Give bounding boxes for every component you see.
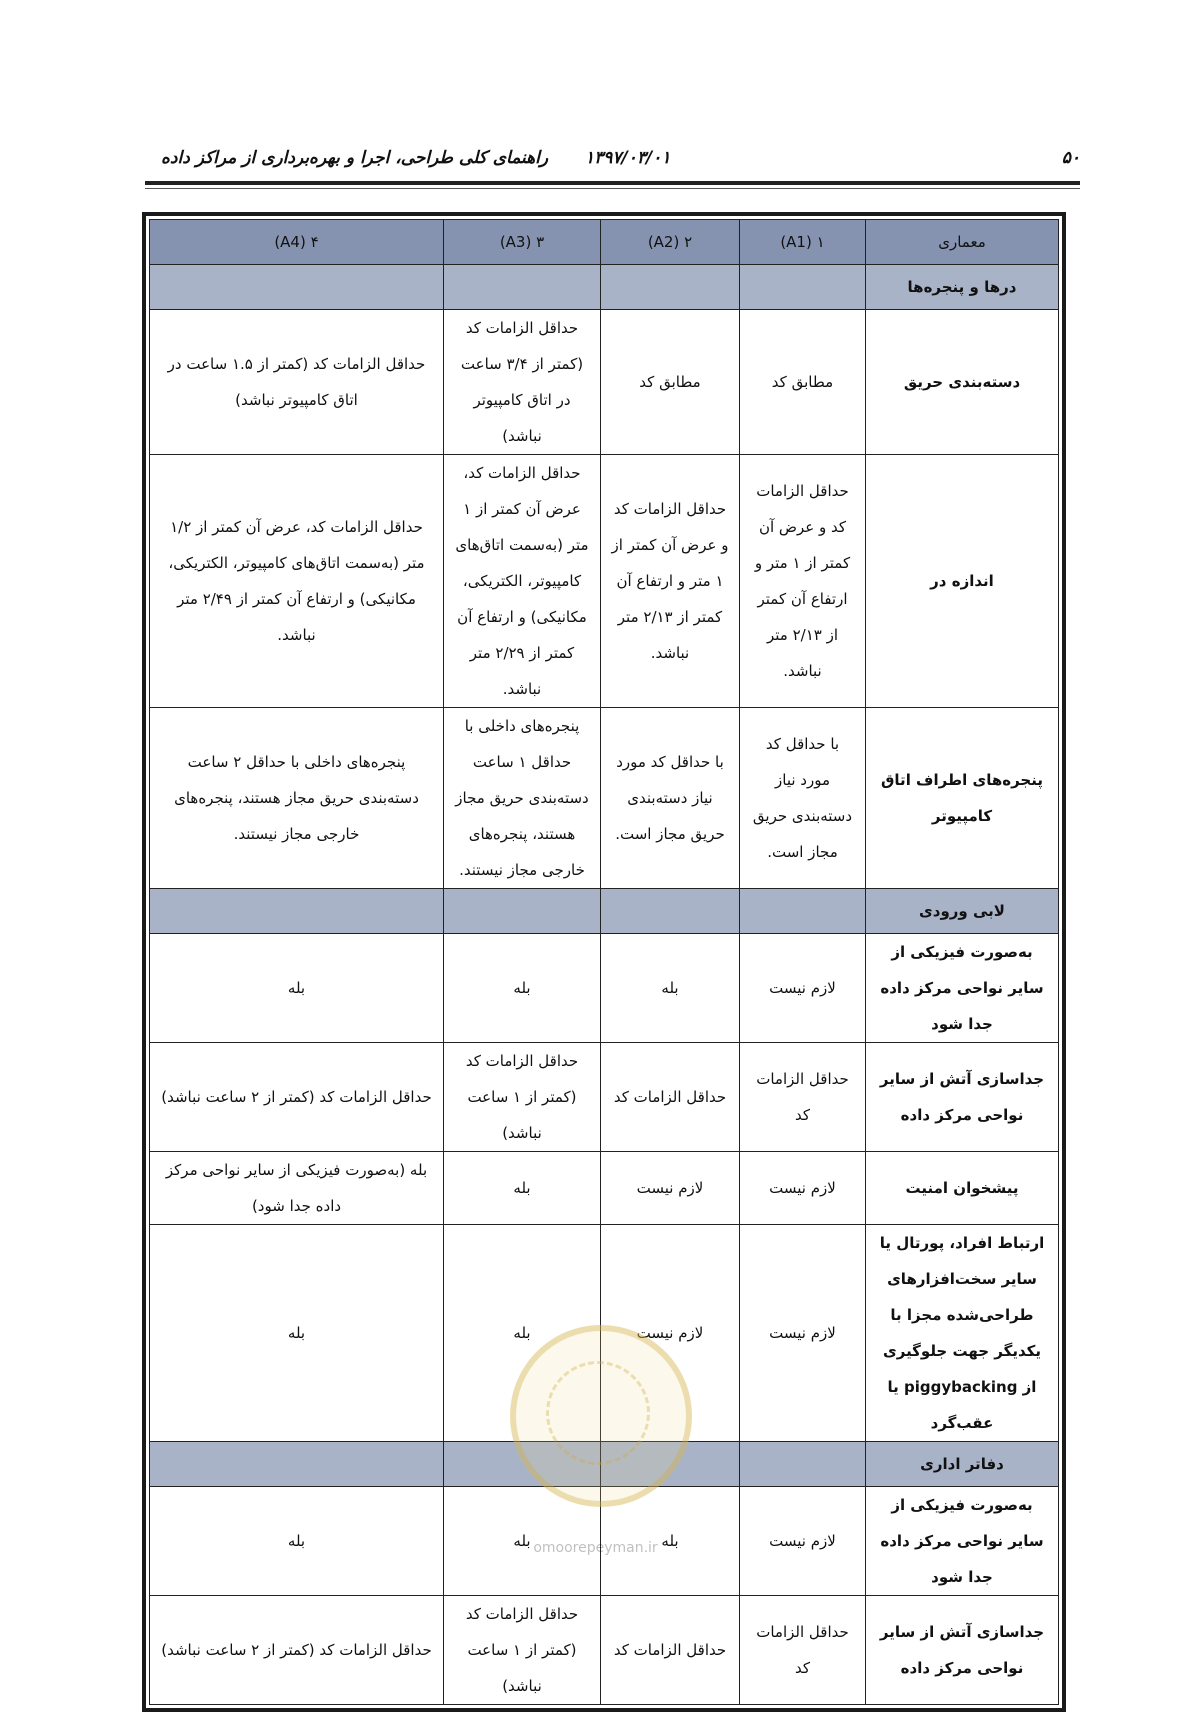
table-cell: بله: [150, 934, 444, 1043]
watermark-text: omoorepeyman.ir: [533, 1540, 658, 1556]
table-cell: حداقل الزامات کد: [740, 1043, 866, 1152]
table-cell: حداقل الزامات کد، عرض آن کمتر از ۱/۲ متر (به‌سمت اتاق‌های کامپیوتر، الکتریکی، مکانیکی) و ارتفاع آن کمتر از ۲/۴۹ متر نباشد.: [150, 455, 444, 708]
section-row: [150, 889, 1059, 934]
table-cell: حداقل الزامات کد (کمتر از ۳/۴ ساعت در اتاق کامپیوتر نباشد): [444, 310, 601, 455]
section-empty-cell: [444, 265, 601, 310]
table-cell: بله: [444, 1152, 601, 1225]
table-cell: با حداقل کد مورد نیاز دسته‌بندی حریق مجاز است.: [740, 708, 866, 889]
requirements-table-frame: [142, 212, 1066, 1712]
table-cell: لازم نیست: [740, 1487, 866, 1596]
table-cell: حداقل الزامات کد و عرض آن کمتر از ۱ متر و ارتفاع آن کمتر از ۲/۱۳ متر نباشد.: [601, 455, 740, 708]
section-title: درها و پنجره‌ها: [866, 265, 1059, 310]
section-title: لابی ورودی: [866, 889, 1059, 934]
section-empty-cell: [740, 1442, 866, 1487]
table-cell: حداقل الزامات کد، عرض آن کمتر از ۱ متر (به‌سمت اتاق‌های کامپیوتر، الکتریکی، مکانیکی) و ارتفاع آن کمتر از ۲/۲۹ متر نباشد.: [444, 455, 601, 708]
section-empty-cell: [444, 1442, 601, 1487]
table-cell: پنجره‌های داخلی با حداقل ۱ ساعت دسته‌بندی حریق مجاز هستند، پنجره‌های خارجی مجاز نیستند.: [444, 708, 601, 889]
section-empty-cell: [444, 889, 601, 934]
table-cell: بله (به‌صورت فیزیکی از سایر نواحی مرکز داده جدا شود): [150, 1152, 444, 1225]
row-header: به‌صورت فیزیکی از سایر نواحی مرکز داده جدا شود: [866, 1487, 1059, 1596]
table-header-row: [150, 220, 1059, 265]
table-row: [150, 1043, 1059, 1152]
document-date: ۱۳۹۷/۰۳/۰۱: [585, 148, 671, 168]
table-cell: بله: [150, 1487, 444, 1596]
row-header: به‌صورت فیزیکی از سایر نواحی مرکز داده جدا شود: [866, 934, 1059, 1043]
table-cell: پنجره‌های داخلی با حداقل ۲ ساعت دسته‌بندی حریق مجاز هستند، پنجره‌های خارجی مجاز نیستند.: [150, 708, 444, 889]
section-row: [150, 1442, 1059, 1487]
column-header: ۱ (A1): [740, 220, 866, 265]
table-cell: لازم نیست: [740, 1152, 866, 1225]
table-row: [150, 708, 1059, 889]
table-row: [150, 934, 1059, 1043]
section-empty-cell: [740, 889, 866, 934]
table-row: [150, 1596, 1059, 1705]
table-cell: حداقل الزامات کد (کمتر از ۲ ساعت نباشد): [150, 1596, 444, 1705]
section-empty-cell: [601, 1442, 740, 1487]
table-cell: حداقل الزامات کد و عرض آن کمتر از ۱ متر و ارتفاع آن کمتر از ۲/۱۳ متر نباشد.: [740, 455, 866, 708]
column-header: معماری: [866, 220, 1059, 265]
section-empty-cell: [601, 889, 740, 934]
page-number: ۵۰: [1061, 148, 1080, 168]
column-header: ۴ (A4): [150, 220, 444, 265]
table-cell: بله: [444, 1487, 601, 1596]
table-row: [150, 1152, 1059, 1225]
section-empty-cell: [601, 265, 740, 310]
page-header: [145, 148, 1080, 178]
table-cell: حداقل الزامات کد: [601, 1043, 740, 1152]
row-header: دسته‌بندی حریق: [866, 310, 1059, 455]
table-cell: لازم نیست: [740, 1225, 866, 1442]
table-cell: حداقل الزامات کد (کمتر از ۱ ساعت نباشد): [444, 1596, 601, 1705]
table-cell: حداقل الزامات کد: [601, 1596, 740, 1705]
table-row: [150, 455, 1059, 708]
table-cell: مطابق کد: [740, 310, 866, 455]
table-cell: بله: [601, 934, 740, 1043]
row-header: پنجره‌های اطراف اتاق کامپیوتر: [866, 708, 1059, 889]
table-row: [150, 1225, 1059, 1442]
table-cell: با حداقل کد مورد نیاز دسته‌بندی حریق مجاز است.: [601, 708, 740, 889]
table-cell: حداقل الزامات کد (کمتر از ۱.۵ ساعت در اتاق کامپیوتر نباشد): [150, 310, 444, 455]
table-cell: حداقل الزامات کد (کمتر از ۱ ساعت نباشد): [444, 1043, 601, 1152]
table-cell: حداقل الزامات کد (کمتر از ۲ ساعت نباشد): [150, 1043, 444, 1152]
table-cell: حداقل الزامات کد: [740, 1596, 866, 1705]
column-header: ۳ (A3): [444, 220, 601, 265]
header-rule-thick: [145, 181, 1080, 185]
row-header: جداسازی آتش از سایر نواحی مرکز داده: [866, 1596, 1059, 1705]
table-cell: بله: [150, 1225, 444, 1442]
requirements-table: [149, 219, 1059, 1705]
row-header: پیشخوان امنیت: [866, 1152, 1059, 1225]
row-header: جداسازی آتش از سایر نواحی مرکز داده: [866, 1043, 1059, 1152]
table-body: [150, 265, 1059, 1705]
table-cell: مطابق کد: [601, 310, 740, 455]
section-empty-cell: [150, 265, 444, 310]
table-row: [150, 310, 1059, 455]
section-empty-cell: [150, 1442, 444, 1487]
row-header: ارتباط افراد، پورتال یا سایر سخت‌افزارهای طراحی‌شده مجزا با یکدیگر جهت جلوگیری از piggybacking یا عقب‌گرد: [866, 1225, 1059, 1442]
table-cell: لازم نیست: [740, 934, 866, 1043]
section-empty-cell: [150, 889, 444, 934]
section-row: [150, 265, 1059, 310]
section-title: دفاتر اداری: [866, 1442, 1059, 1487]
table-cell: لازم نیست: [601, 1225, 740, 1442]
section-empty-cell: [740, 265, 866, 310]
table-cell: لازم نیست: [601, 1152, 740, 1225]
header-rule-thin: [145, 188, 1080, 189]
table-cell: بله: [444, 1225, 601, 1442]
table-cell: بله: [444, 934, 601, 1043]
row-header: اندازه در: [866, 455, 1059, 708]
column-header: ۲ (A2): [601, 220, 740, 265]
table-cell: بله: [601, 1487, 740, 1596]
document-title: راهنمای کلی طراحی، اجرا و بهره‌برداری از مراکز داده: [161, 148, 549, 168]
